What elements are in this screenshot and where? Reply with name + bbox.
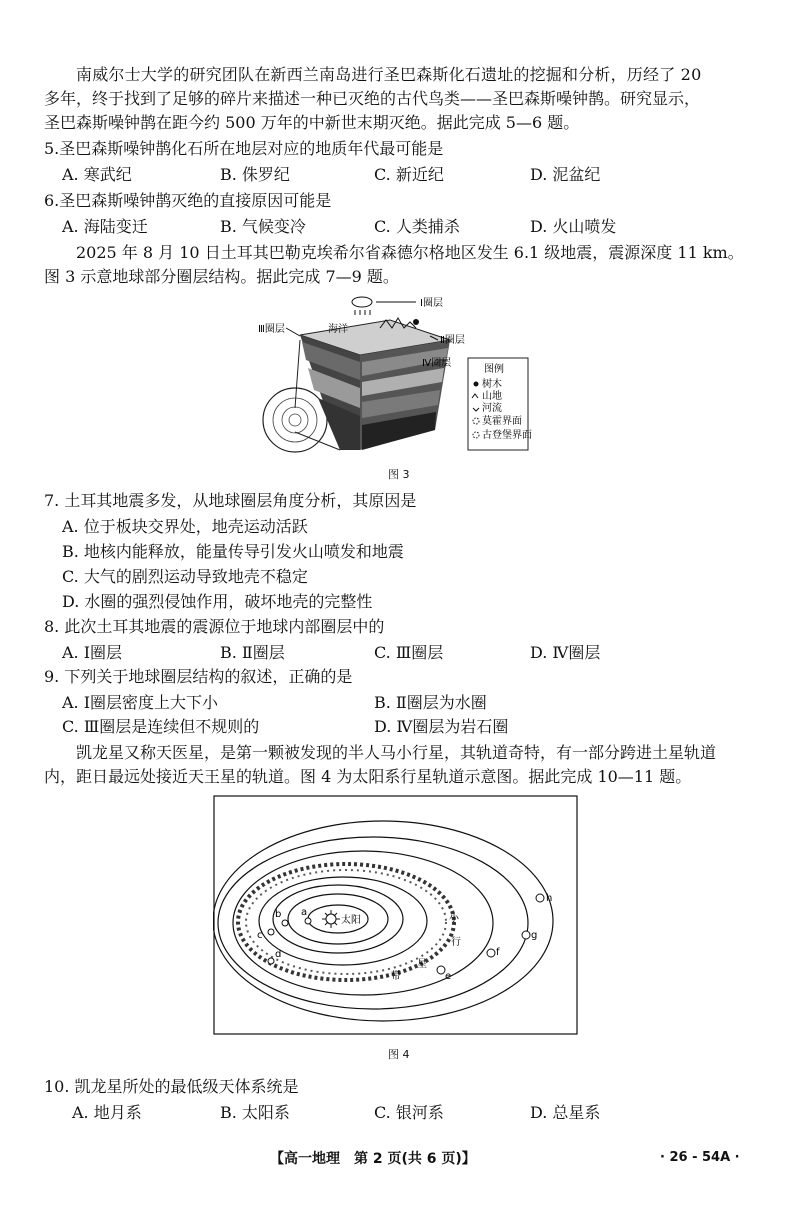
question-5-option-c: C. 新近纪 <box>374 165 444 184</box>
question-6-option-c: C. 人类捕杀 <box>374 217 460 236</box>
legend <box>468 358 532 450</box>
legend-item-tree: 树木 <box>482 379 502 390</box>
ocean-label: 海洋 <box>328 324 348 335</box>
planet-label-h: h <box>546 893 553 904</box>
page-code: · 26 - 54A · <box>660 1150 740 1165</box>
tree-icon <box>413 319 419 325</box>
sun-label: 太阳 <box>341 915 361 926</box>
figure-4-frame <box>214 796 577 1034</box>
planet-a <box>305 918 311 924</box>
question-5-option-a: A. 寒武纪 <box>62 165 132 184</box>
figure-4-caption: 图 4 <box>388 1048 410 1061</box>
passage-2-line-1: 2025 年 8 月 10 日土耳其巴勒克埃希尔省森德尔格地区发生 6.1 级地震，震源深度 11 km。 <box>76 243 744 262</box>
figure-3-earth-layers <box>240 290 560 460</box>
planet-label-g: g <box>531 930 538 941</box>
planet-label-b: b <box>275 909 282 920</box>
passage-2-line-2: 图 3 示意地球部分圈层结构。据此完成 7—9 题。 <box>44 267 399 286</box>
cloud-icon <box>352 297 372 315</box>
question-5-option-d: D. 泥盆纪 <box>530 165 601 184</box>
passage-3-line-1: 凯龙星又称天医星，是第一颗被发现的半人马小行星，其轨道奇特，有一部分跨进土星轨道 <box>76 743 717 762</box>
earth-globe <box>263 388 327 452</box>
layer-3-label: Ⅲ圈层 <box>258 324 285 335</box>
legend-title: 图例 <box>484 364 504 375</box>
planet-b <box>282 920 288 926</box>
belt-label-1: 小 <box>449 913 459 924</box>
figure-3-caption: 图 3 <box>388 468 410 481</box>
planet-label-a: a <box>301 907 308 918</box>
planet-d <box>268 958 274 964</box>
legend-item-mountain: 山地 <box>482 391 502 402</box>
question-10-option-a: A. 地月系 <box>72 1103 142 1122</box>
layer-4-label: Ⅳ圈层 <box>422 358 452 369</box>
planet-label-c: c <box>257 930 263 941</box>
belt-label-2: 行 <box>451 937 461 948</box>
planet-c <box>268 929 274 935</box>
question-5-stem: 5.圣巴森斯噪钟鹊化石所在地层对应的地质年代最可能是 <box>44 139 444 158</box>
question-5-option-b: B. 侏罗纪 <box>220 165 290 184</box>
question-9-option-c: C. Ⅲ圈层是连续但不规则的 <box>62 717 260 736</box>
question-7-option-a: A. 位于板块交界处，地壳运动活跃 <box>62 517 308 536</box>
passage-1-line-1: 南威尔士大学的研究团队在新西兰南岛进行圣巴森斯化石遗址的挖掘和分析，历经了 20 <box>76 65 702 84</box>
legend-tree-icon <box>474 382 479 387</box>
question-10-stem: 10. 凯龙星所处的最低级天体系统是 <box>44 1077 299 1096</box>
figure-4-orbits <box>213 795 579 1037</box>
question-6-stem: 6.圣巴森斯噪钟鹊灭绝的直接原因可能是 <box>44 191 332 210</box>
question-10-option-b: B. 太阳系 <box>220 1103 290 1122</box>
legend-item-moho: 莫霍界面 <box>482 416 522 427</box>
planet-label-e: e <box>445 971 452 982</box>
layer-1-label: Ⅰ圈层 <box>420 298 443 309</box>
passage-1-line-3: 圣巴森斯噪钟鹊在距今约 500 万年的中新世末期灭绝。据此完成 5—6 题。 <box>44 113 580 132</box>
question-8-stem: 8. 此次土耳其地震的震源位于地球内部圈层中的 <box>44 617 385 636</box>
question-9-option-b: B. Ⅱ圈层为水圈 <box>374 693 487 712</box>
layer-wedge <box>300 320 450 450</box>
legend-item-river: 河流 <box>482 403 502 414</box>
question-8-option-d: D. Ⅳ圈层 <box>530 643 601 662</box>
question-7-option-c: C. 大气的剧烈运动导致地壳不稳定 <box>62 567 308 586</box>
passage-1-line-2: 多年，终于找到了足够的碎片来描述一种已灭绝的古代鸟类——圣巴森斯噪钟鹊。研究显示， <box>44 89 701 108</box>
question-8-option-a: A. Ⅰ圈层 <box>62 643 123 662</box>
question-6-option-d: D. 火山喷发 <box>530 217 617 236</box>
question-6-option-a: A. 海陆变迁 <box>62 217 148 236</box>
planet-label-f: f <box>496 947 500 958</box>
passage-3-line-2: 内，距日最远处接近天王星的轨道。图 4 为太阳系行星轨道示意图。据此完成 10—11 题。 <box>44 767 692 786</box>
question-8-option-c: C. Ⅲ圈层 <box>374 643 444 662</box>
question-7-stem: 7. 土耳其地震多发，从地球圈层角度分析，其原因是 <box>44 491 417 510</box>
planet-h <box>536 894 544 902</box>
question-8-option-b: B. Ⅱ圈层 <box>220 643 285 662</box>
legend-item-gutenberg: 古登堡界面 <box>482 430 532 441</box>
planet-g <box>522 931 530 939</box>
question-9-option-a: A. Ⅰ圈层密度上大下小 <box>62 693 219 712</box>
question-6-option-b: B. 气候变冷 <box>220 217 306 236</box>
page-footer: 【高一地理 第 2 页(共 6 页)】 <box>270 1151 476 1167</box>
belt-label-4: 带 <box>391 971 401 982</box>
question-7-option-b: B. 地核内能释放，能量传导引发火山喷发和地震 <box>62 542 404 561</box>
planet-f <box>487 949 495 957</box>
question-9-stem: 9. 下列关于地球圈层结构的叙述，正确的是 <box>44 667 353 686</box>
belt-label-3: 星 <box>417 959 427 970</box>
layer-2-label: Ⅱ圈层 <box>440 335 465 346</box>
question-7-option-d: D. 水圈的强烈侵蚀作用，破坏地壳的完整性 <box>62 592 373 611</box>
question-10-option-c: C. 银河系 <box>374 1103 444 1122</box>
planet-label-d: d <box>275 949 282 960</box>
planet-e <box>437 966 445 974</box>
question-9-option-d: D. Ⅳ圈层为岩石圈 <box>374 717 509 736</box>
question-10-option-d: D. 总星系 <box>530 1103 601 1122</box>
